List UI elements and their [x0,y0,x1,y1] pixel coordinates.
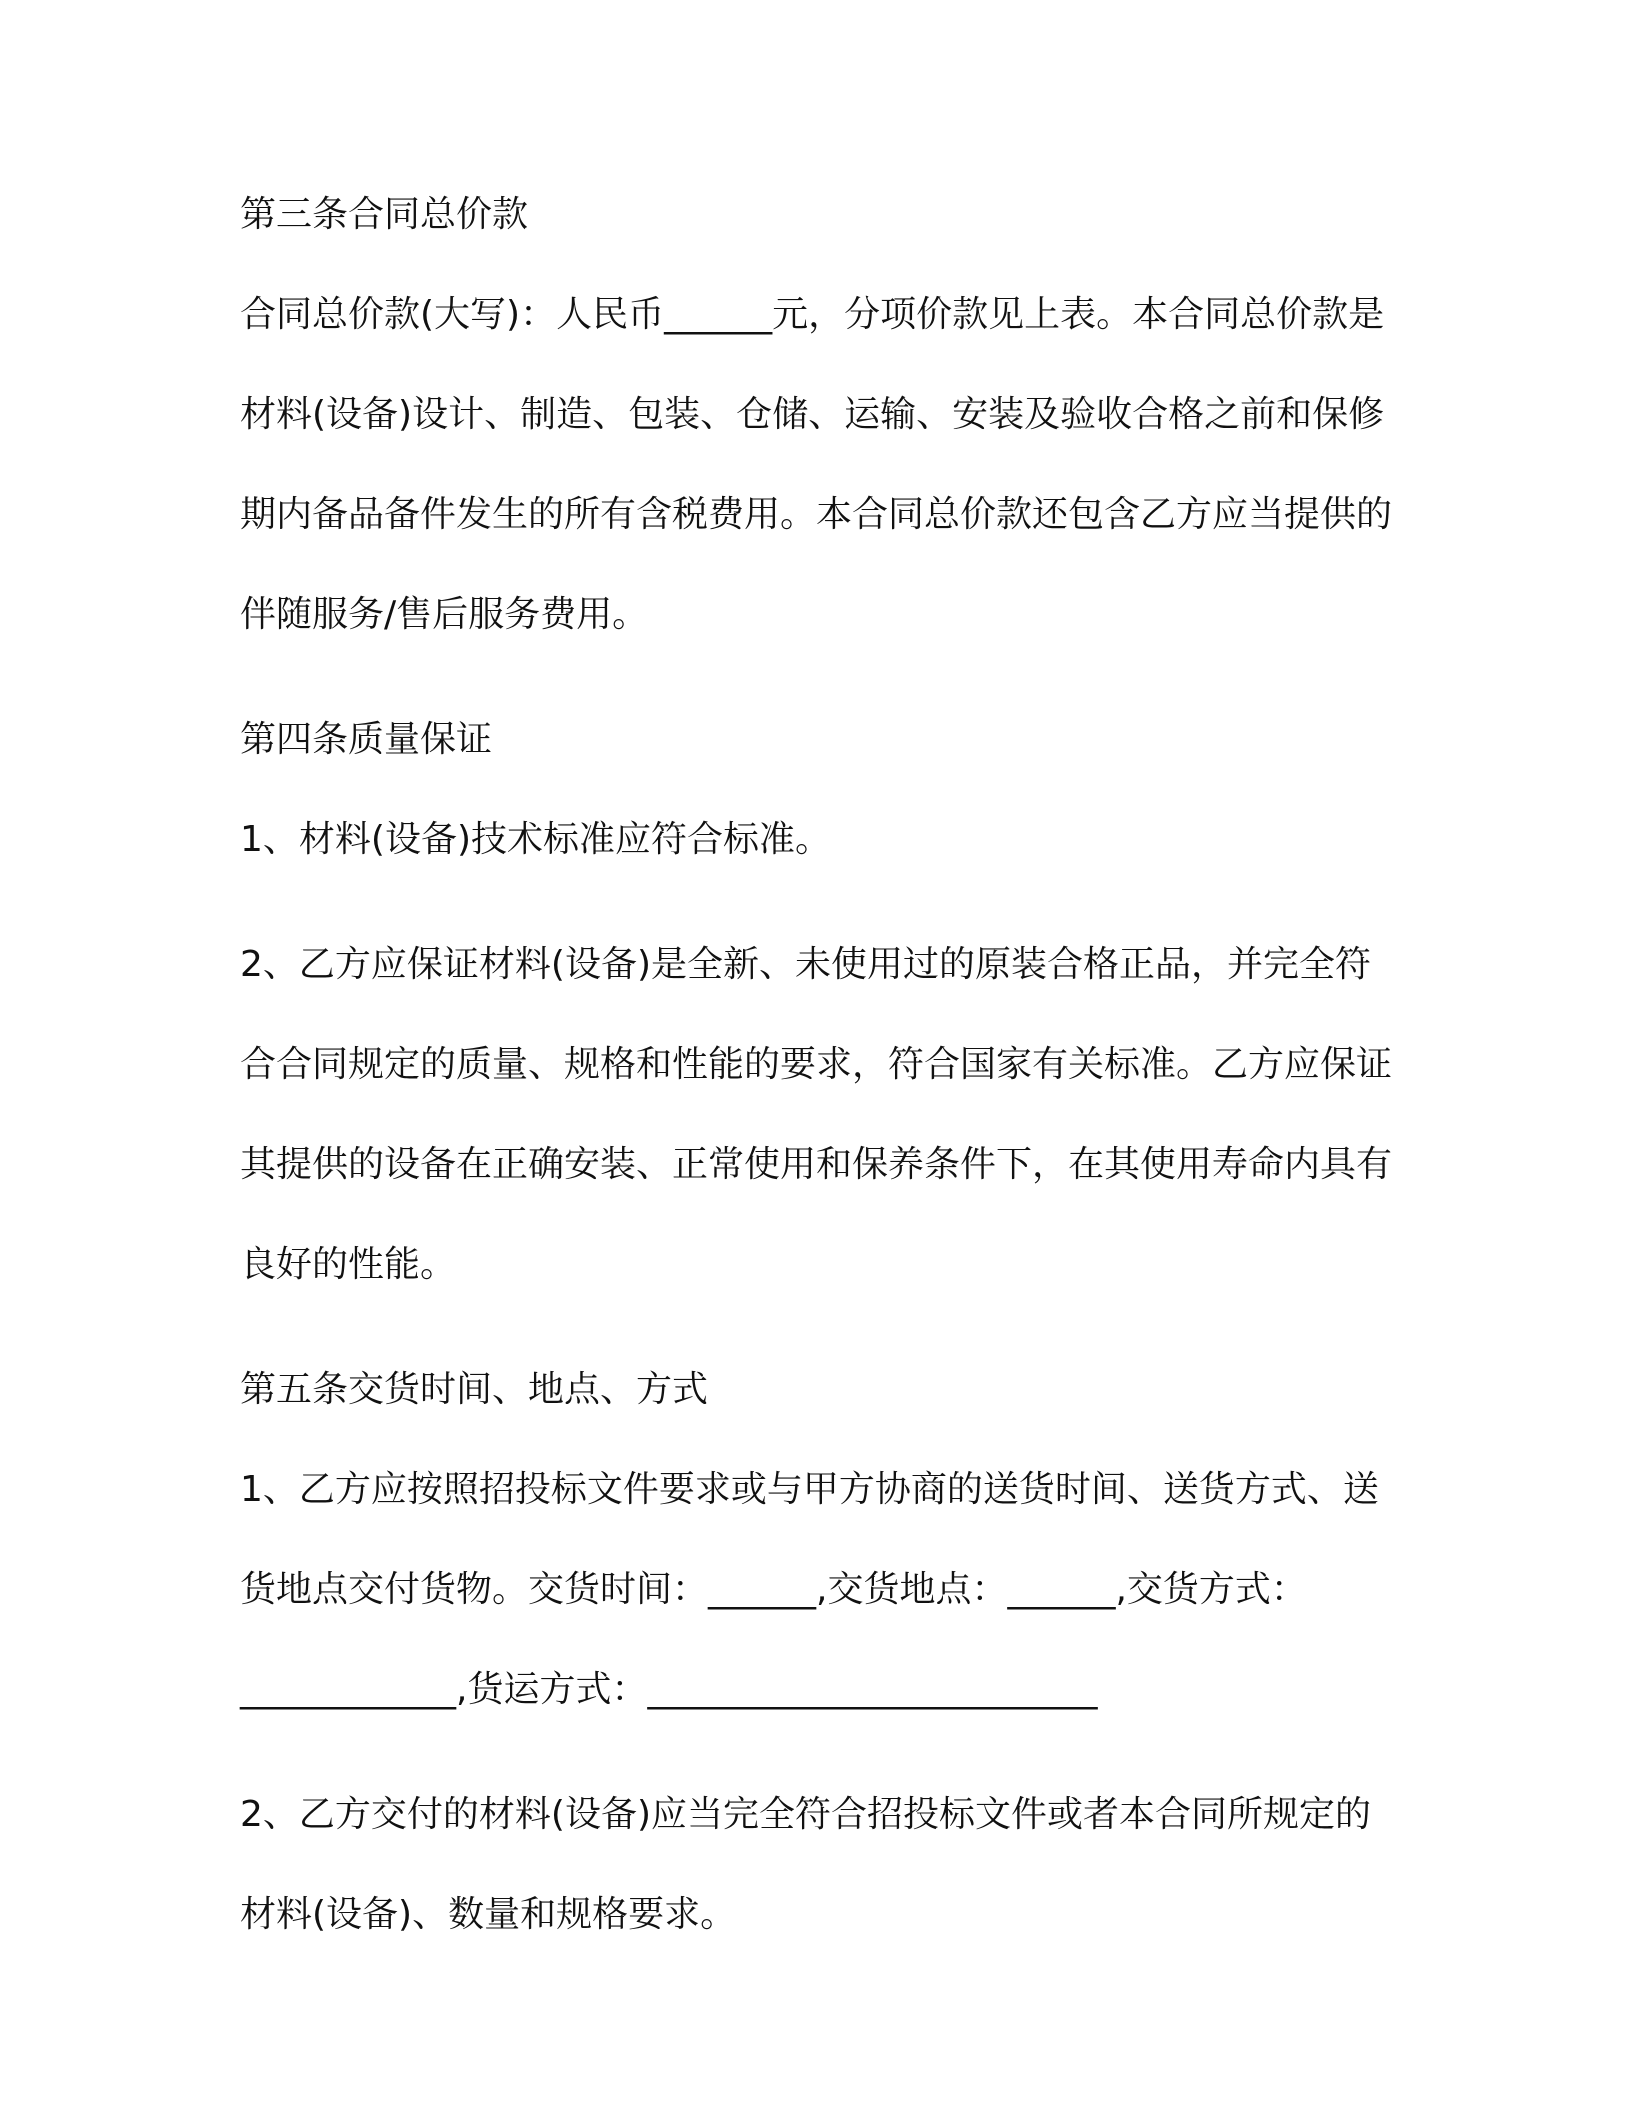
section-4-item-1: 1、材料(设备)技术标准应符合标准。 [240,819,831,860]
section-5-item-1: 1、乙方应按照招投标文件要求或与甲方协商的送货时间、送货方式、送货地点交付货物。交货时间：______,交货地点：______,交货方式：____________,货运方式：_________________________ [240,1469,1379,1710]
section-4-item-2: 2、乙方应保证材料(设备)是全新、未使用过的原装合格正品，并完全符合合同规定的质量、规格和性能的要求，符合国家有关标准。乙方应保证其提供的设备在正确安装、正常使用和保养条件下，在其使用寿命内具有良好的性能。 [240,944,1393,1285]
section-3-body: 合同总价款(大写)：人民币______元，分项价款见上表。本合同总价款是材料(设备)设计、制造、包装、仓储、运输、安装及验收合格之前和保修期内备品备件发生的所有含税费用。本合同总价款还包含乙方应当提供的伴随服务/售后服务费用。 [240,294,1393,635]
section-4-heading: 第四条质量保证 [240,719,493,760]
document-page [240,190,1400,2015]
section-5-heading: 第五条交货时间、地点、方式 [240,1369,709,1410]
section-3-heading: 第三条合同总价款 [240,194,529,235]
section-5-item-2: 2、乙方交付的材料(设备)应当完全符合招投标文件或者本合同所规定的材料(设备)、数量和规格要求。 [240,1794,1371,1935]
